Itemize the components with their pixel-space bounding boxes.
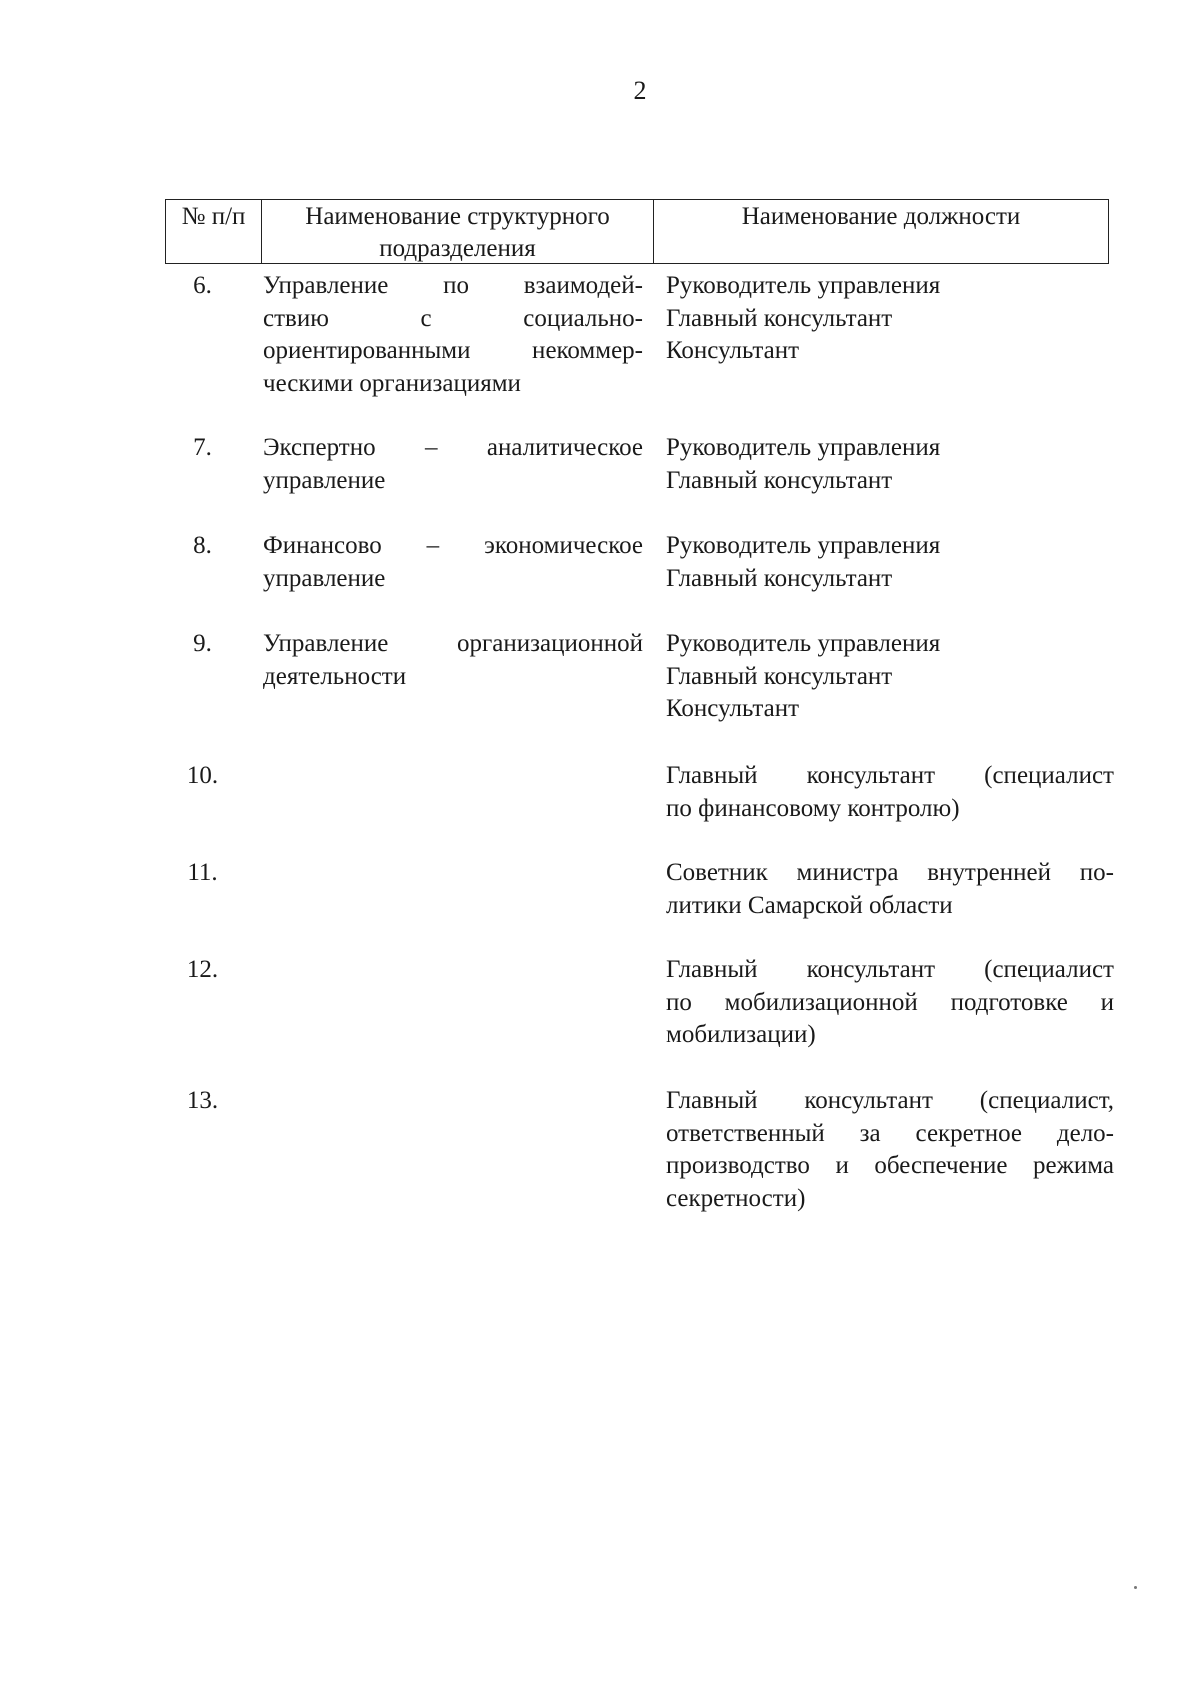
row-unit-name <box>263 432 643 497</box>
position-line: Главный консультант (специалист <box>666 762 1114 789</box>
row-number: 13. <box>186 1087 219 1114</box>
row-number: 12. <box>186 956 219 983</box>
unit-line: ориентированными некоммер- <box>263 337 643 364</box>
position-line: Консультант <box>666 337 800 364</box>
row-unit-name <box>263 270 643 400</box>
position-line: по мобилизационной подготовке и <box>666 988 1114 1016</box>
header-unit-line: подразделения <box>379 235 536 262</box>
position-line: Главный консультант (специалист <box>666 956 1114 983</box>
row-positions <box>666 857 1114 922</box>
position-line: Руководитель управления <box>666 272 941 299</box>
position-line: Советник министра внутренней по- <box>666 859 1114 886</box>
row-positions <box>666 954 1114 1052</box>
unit-line: ствию с социально- <box>263 304 643 332</box>
row-unit-name <box>263 628 643 693</box>
row-number: 9. <box>193 630 212 657</box>
position-line: литики Самарской области <box>666 891 953 919</box>
table-header <box>165 199 1109 264</box>
position-line: Руководитель управления <box>666 434 941 461</box>
row-positions <box>666 530 1114 595</box>
position-line: Главный консультант <box>666 304 893 332</box>
position-line: секретности) <box>666 1184 806 1212</box>
row-positions <box>666 628 1114 726</box>
unit-line: Финансово – экономическое <box>263 532 643 559</box>
unit-line: ческими организациями <box>263 369 521 397</box>
header-unit-line: Наименование структурного <box>305 203 610 230</box>
page-number: 2 <box>633 76 647 105</box>
unit-line: управление <box>263 466 386 494</box>
unit-line: управление <box>263 564 386 592</box>
position-line: по финансовому контролю) <box>666 794 960 822</box>
row-number: 8. <box>193 532 212 559</box>
header-unit <box>262 200 654 263</box>
unit-line: деятельности <box>263 662 407 690</box>
header-position: Наименование должности <box>741 203 1021 230</box>
row-positions <box>666 760 1114 825</box>
row-number: 6. <box>193 272 212 299</box>
position-line: Главный консультант <box>666 564 893 592</box>
unit-line: Управление по взаимодей- <box>263 272 643 299</box>
position-line: производство и обеспечение режима <box>666 1152 1114 1179</box>
row-number: 7. <box>193 434 212 461</box>
position-line: Руководитель управления <box>666 532 941 559</box>
position-line: Главный консультант <box>666 466 893 494</box>
position-line: Главный консультант (специалист, <box>666 1087 1114 1114</box>
row-unit-name <box>263 530 643 595</box>
row-positions <box>666 270 1114 368</box>
header-number: № п/п <box>166 200 262 263</box>
position-line: Руководитель управления <box>666 630 941 657</box>
unit-line: Управление организационной <box>263 630 643 657</box>
position-line: Главный консультант <box>666 662 893 690</box>
row-number: 10. <box>186 762 219 789</box>
position-line: ответственный за секретное дело- <box>666 1119 1114 1147</box>
row-number: 11. <box>187 859 218 886</box>
unit-line: Экспертно – аналитическое <box>263 434 643 461</box>
row-positions <box>666 432 1114 497</box>
scan-speck <box>1134 1586 1137 1589</box>
position-line: Консультант <box>666 695 800 722</box>
position-line: мобилизации) <box>666 1021 816 1048</box>
row-positions <box>666 1085 1114 1215</box>
